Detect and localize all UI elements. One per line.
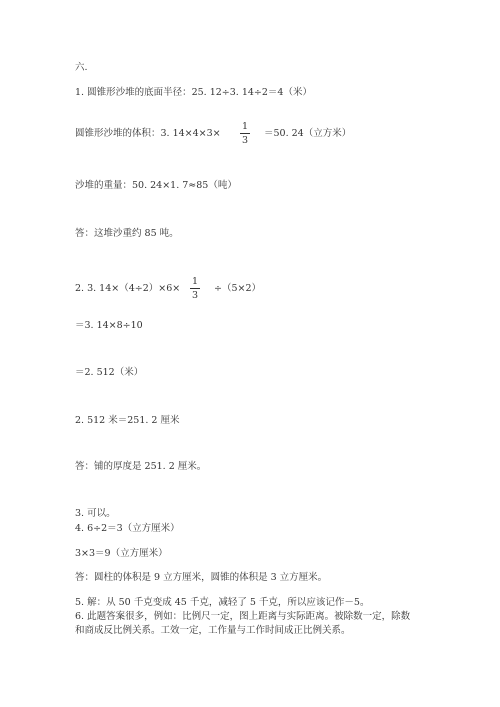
answer-3: 3. 可以。 xyxy=(75,508,116,519)
fraction-denominator: 3 xyxy=(191,290,199,301)
answer-2-line-1: 2. 3. 14×（4÷2）×6× xyxy=(75,283,181,294)
fraction-numerator: 1 xyxy=(241,121,249,132)
answer-1-volume-prefix: 圆锥形沙堆的体积：3. 14×4×3× xyxy=(75,128,221,139)
answer-4-line-2: 3×3＝9（立方厘米） xyxy=(75,548,168,559)
answer-5: 5. 解：从 50 千克变成 45 千克，减轻了 5 千克，所以应该记作－5。 xyxy=(75,597,370,608)
answer-1-conclusion: 答：这堆沙重约 85 吨。 xyxy=(75,228,179,239)
answer-4-line-1: 4. 6÷2＝3（立方厘米） xyxy=(75,523,180,534)
fraction-numerator: 1 xyxy=(191,276,199,287)
fraction-one-third-1 xyxy=(240,121,250,146)
answer-2-line-1-end: ÷（5×2） xyxy=(214,283,262,294)
answer-4-conclusion: 答：圆柱的体积是 9 立方厘米，圆锥的体积是 3 立方厘米。 xyxy=(75,572,328,583)
answer-1-weight: 沙堆的重量：50. 24×1. 7≈85（吨） xyxy=(75,180,237,191)
answer-1-line-1: 1. 圆锥形沙堆的底面半径：25. 12÷3. 14÷2＝4（米） xyxy=(75,87,312,98)
answer-1-volume-result: ＝50. 24（立方米） xyxy=(264,128,352,139)
answer-2-line-4: 2. 512 米＝251. 2 厘米 xyxy=(75,415,180,426)
answer-2-line-3: ＝2. 512（米） xyxy=(75,367,144,378)
fraction-denominator: 3 xyxy=(241,135,249,146)
answer-2-line-2: ＝3. 14×8÷10 xyxy=(75,320,143,331)
fraction-one-third-2 xyxy=(190,276,200,301)
section-heading: 六. xyxy=(75,62,88,73)
answer-6-line-2: 和商成反比例关系。工效一定，工作量与工作时间成正比例关系。 xyxy=(75,625,351,636)
answer-2-conclusion: 答：铺的厚度是 251. 2 厘米。 xyxy=(75,461,207,472)
fraction-bar xyxy=(190,288,200,289)
answer-6-line-1: 6. 此题答案很多，例如：比例尺一定，图上距离与实际距离。被除数一定，除数 xyxy=(75,611,411,622)
fraction-bar xyxy=(240,133,250,134)
